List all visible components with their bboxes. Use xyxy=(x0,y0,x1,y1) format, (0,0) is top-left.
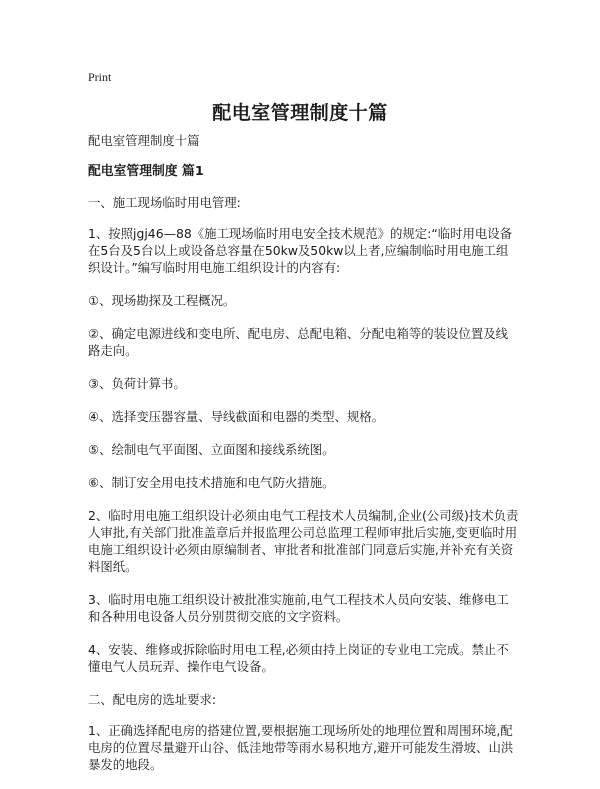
list-item: ④、选择变压器容量、导线截面和电器的类型、规格。 xyxy=(88,409,385,424)
list-item: ①、现场勘探及工程概况。 xyxy=(88,293,236,308)
list-item: ⑤、绘制电气平面图、立面图和接线系统图。 xyxy=(88,442,335,457)
page-title: 配电室管理制度十篇 xyxy=(212,102,388,124)
list-item: ⑥、制订安全用电技术措施和电气防火措施。 xyxy=(88,475,335,490)
list-item: ③、负荷计算书。 xyxy=(88,376,186,391)
paragraph: 1、按照jgj46—88《施工现场临时用电安全技术规范》的规定:“临时用电设备在5台及5台以上或设备总容量在50kw及50kw以上者,应编制临时用电施工组织设计。”编写临时用电施工组织设计的内容有: xyxy=(88,226,513,275)
paragraph: 2、临时用电施工组织设计必须由电气工程技术人员编制,企业(公司级)技术负责人审批,有关部门批准盖章后并报监理公司总监理工程师审批后实施,变更临时用电施工组织设计必须由原编制者、审批者和批准部门同意后实施,并补充有关资料图纸。 xyxy=(88,508,519,574)
paragraph-heading-1: 一、施工现场临时用电管理: xyxy=(88,195,241,210)
paragraph: 3、临时用电施工组织设计被批准实施前,电气工程技术人员向安装、维修电工和各种用电设备人员分别贯彻交底的文字资料。 xyxy=(88,592,509,624)
document-subtitle: 配电室管理制度十篇 xyxy=(88,133,200,148)
document-body xyxy=(88,132,520,789)
print-label: Print xyxy=(88,70,112,84)
section-heading: 配电室管理制度 篇1 xyxy=(88,164,204,179)
paragraph-heading-2: 二、配电房的选址要求: xyxy=(88,692,217,707)
paragraph: 4、安装、维修或拆除临时用电工程,必须由持上岗证的专业电工完成。禁止不懂电气人员玩弄、操作电气设备。 xyxy=(88,642,509,674)
paragraph: 1、正确选择配电房的搭建位置,要根据施工现场所处的地理位置和周围环境,配电房的位置尽量避开山谷、低洼地带等雨水易积地方,避开可能发生滑坡、山洪暴发的地段。 xyxy=(88,723,514,772)
list-item: ②、确定电源进线和变电所、配电房、总配电箱、分配电箱等的装设位置及线路走向。 xyxy=(88,326,508,358)
